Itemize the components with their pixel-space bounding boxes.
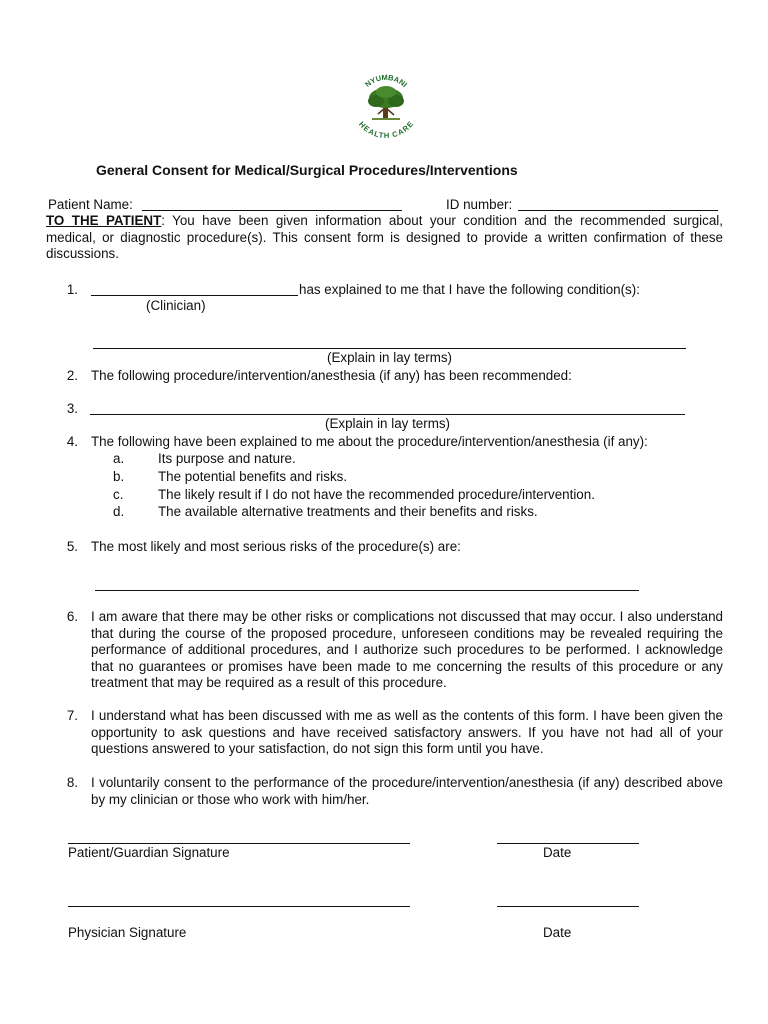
id-number-line[interactable] (518, 210, 718, 211)
item-5-text: The most likely and most serious risks of the procedure(s) are: (91, 539, 461, 554)
physician-signature-line[interactable] (68, 906, 410, 907)
item-number-7: 7. (66, 708, 78, 723)
item-number-2: 2. (66, 368, 78, 383)
physician-date-line[interactable] (497, 906, 639, 907)
health-care-logo (352, 70, 420, 138)
physician-signature-label: Physician Signature (68, 925, 187, 940)
item-number-4: 4. (66, 434, 78, 449)
patient-signature-label: Patient/Guardian Signature (68, 845, 230, 860)
procedure-line[interactable] (90, 414, 685, 415)
sub-text-c: The likely result if I do not have the recommended procedure/intervention. (158, 487, 595, 502)
sub-text-d: The available alternative treatments and their benefits and risks. (158, 504, 538, 519)
patient-name-label: Patient Name: (48, 197, 133, 212)
patient-date-label: Date (543, 845, 572, 860)
item-8-text: I voluntarily consent to the performance of the procedure/intervention/anesthesia (if any) described above by my clinician or those who work with him/her. (91, 775, 723, 807)
risks-line[interactable] (95, 590, 639, 591)
item-number-5: 5. (66, 539, 78, 554)
logo-top-text: NYUMBANI (363, 72, 410, 90)
item-6-text: I am aware that there may be other risks or complications not discussed that may occur. I also understand that during the course of the proposed procedure, unforeseen conditions may be revealed requiring the performance of additional procedures, and I authorize such procedures to be performed. I acknowledge that no guarantees or promises have been made to me concerning the results of this procedure or any treatment that may be required as a result of this procedure. (91, 609, 723, 690)
item-number-8: 8. (66, 775, 78, 790)
intro-paragraph (46, 213, 723, 263)
item-number-6: 6. (66, 609, 78, 624)
item-7-text: I understand what has been discussed with me as well as the contents of this form. I have been given the opportunity to ask questions and have received satisfactory answers. If you have not had all of your questions answered to your satisfaction, do not sign this form until you have. (91, 708, 723, 756)
sub-text-b: The potential benefits and risks. (158, 469, 348, 484)
physician-date-label: Date (543, 925, 572, 940)
item-4-text: The following have been explained to me about the procedure/intervention/anesthesia (if any): (91, 434, 648, 449)
intro-text: : You have been given information about your condition and the recommended surgical, medical, or diagnostic procedure(s). This consent form is designed to provide a written confirmation of these discussions. (46, 213, 723, 261)
condition-line[interactable] (93, 348, 686, 349)
patient-signature-line[interactable] (68, 843, 410, 844)
item-1-explain-caption: (Explain in lay terms) (326, 350, 452, 365)
sub-letter-b: b. (113, 469, 125, 484)
sub-letter-d: d. (113, 504, 125, 519)
patient-name-line[interactable] (142, 210, 402, 211)
svg-text:HEALTH CARE (357, 119, 414, 138)
clinician-line[interactable] (91, 295, 298, 296)
sub-letter-a: a. (113, 451, 125, 466)
sub-text-a: Its purpose and nature. (158, 451, 296, 466)
item-1-text: has explained to me that I have the following condition(s): (299, 282, 640, 297)
patient-date-line[interactable] (497, 843, 639, 844)
clinician-caption: (Clinician) (146, 298, 206, 313)
item-3-explain-caption: (Explain in lay terms) (324, 416, 450, 431)
logo-bottom-text: HEALTH CARE (357, 119, 415, 138)
item-number-3: 3. (66, 401, 78, 416)
id-number-label: ID number: (446, 197, 513, 212)
item-number-1: 1. (66, 282, 78, 297)
item-2-text: The following procedure/intervention/anesthesia (if any) has been recommended: (91, 368, 572, 383)
intro-heading: TO THE PATIENT (46, 213, 162, 228)
sub-letter-c: c. (113, 487, 124, 502)
tree-logo-icon (368, 86, 404, 120)
page-title: General Consent for Medical/Surgical Procedures/Interventions (96, 162, 518, 178)
